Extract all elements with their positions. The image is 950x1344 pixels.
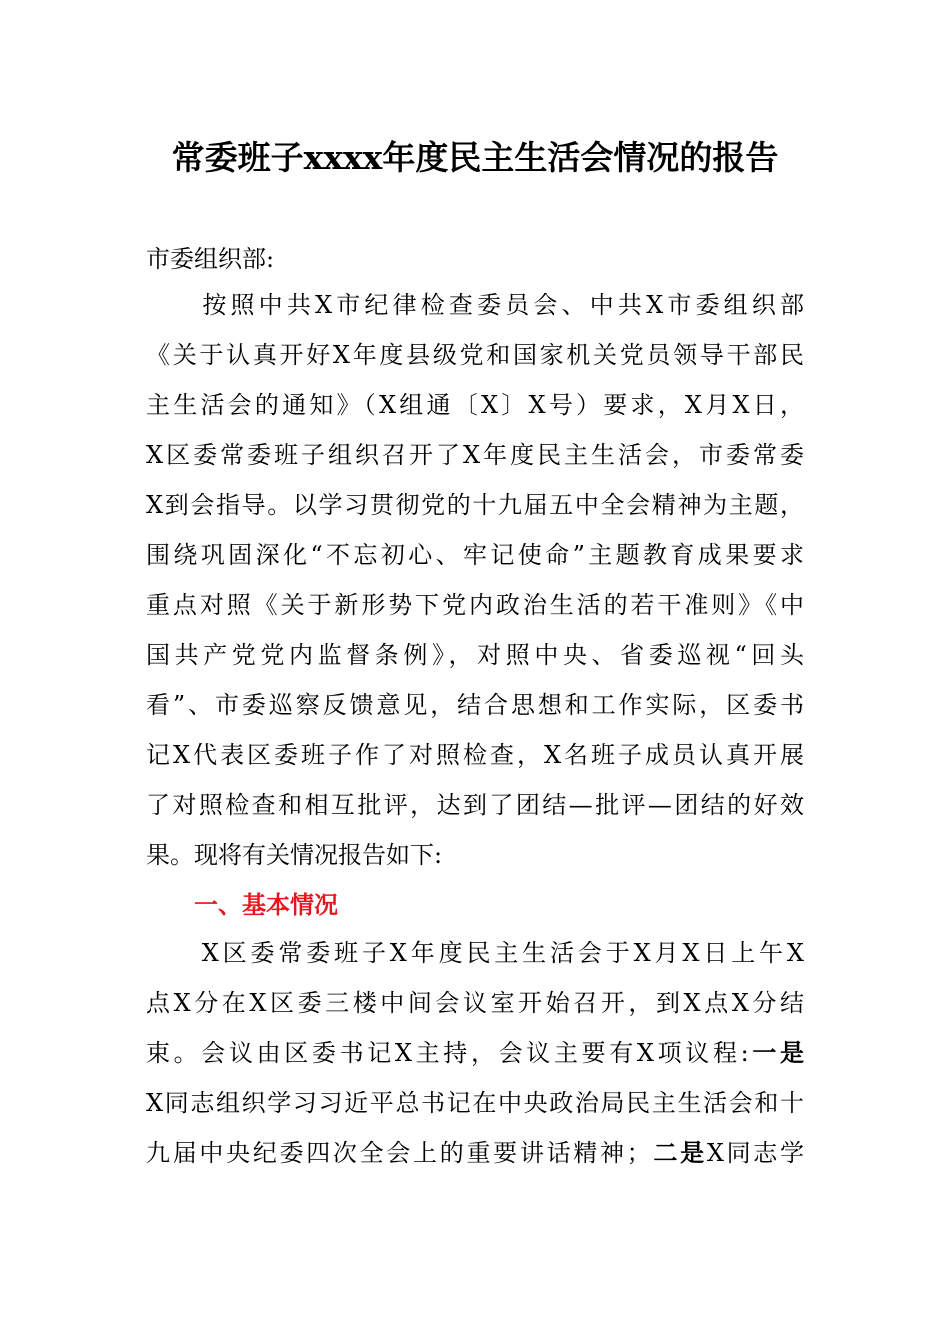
text-line: 围绕巩固深化“不忘初心、牢记使命”主题教育成果要求 [146,541,804,569]
bold-marker: 一是 [748,1038,804,1067]
text-line: 果。现将有关情况报告如下: [146,841,443,869]
text-line: 国共产党党内监督条例》，对照中央、省委巡视“回头 [146,641,804,669]
text-line: 《关于认真开好X年度县级党和国家机关党员领导干部民 [146,341,804,369]
salutation: 市委组织部: [146,245,275,273]
text-line: 主生活会的通知》（X组通〔X〕X号）要求，X月X日， [146,391,804,419]
paragraph-intro [146,280,804,880]
bold-marker: 二是 [650,1138,707,1167]
text-run: 九届中央纪委四次全会上的重要讲话精神； [146,1139,651,1167]
paragraph-basic-info [146,928,804,1178]
text-line: 了对照检查和相互批评，达到了团结—批评—团结的好效 [146,791,804,819]
text-line: 重点对照《关于新形势下党内政治生活的若干准则》《中 [146,591,804,619]
text-line: X同志组织学习习近平总书记在中央政治局民主生活会和十 [146,1089,804,1117]
text-line: 看”、市委巡察反馈意见，结合思想和工作实际，区委书 [146,691,804,719]
text-line: X区委常委班子X年度民主生活会于X月X日上午X [146,939,804,967]
text-line-mixed [146,1028,804,1078]
text-line: 点X分在X区委三楼中间会议室开始召开，到X点X分结 [146,989,804,1017]
text-line: 记X代表区委班子作了对照检查，X名班子成员认真开展 [146,741,804,769]
text-line: X到会指导。以学习贯彻党的十九届五中全会精神为主题， [146,491,804,519]
text-line: 按照中共X市纪律检查委员会、中共X市委组织部 [146,291,804,319]
text-run: 束。会议由区委书记X主持，会议主要有X项议程: [146,1039,749,1067]
document-title: 常委班子xxxx年度民主生活会情况的报告 [171,138,779,177]
text-line: X区委常委班子组织召开了X年度民主生活会，市委常委 [146,441,804,469]
text-line-mixed [146,1128,804,1178]
section-heading-basic-info: 一、基本情况 [194,891,338,919]
text-run: X同志学 [706,1139,804,1167]
